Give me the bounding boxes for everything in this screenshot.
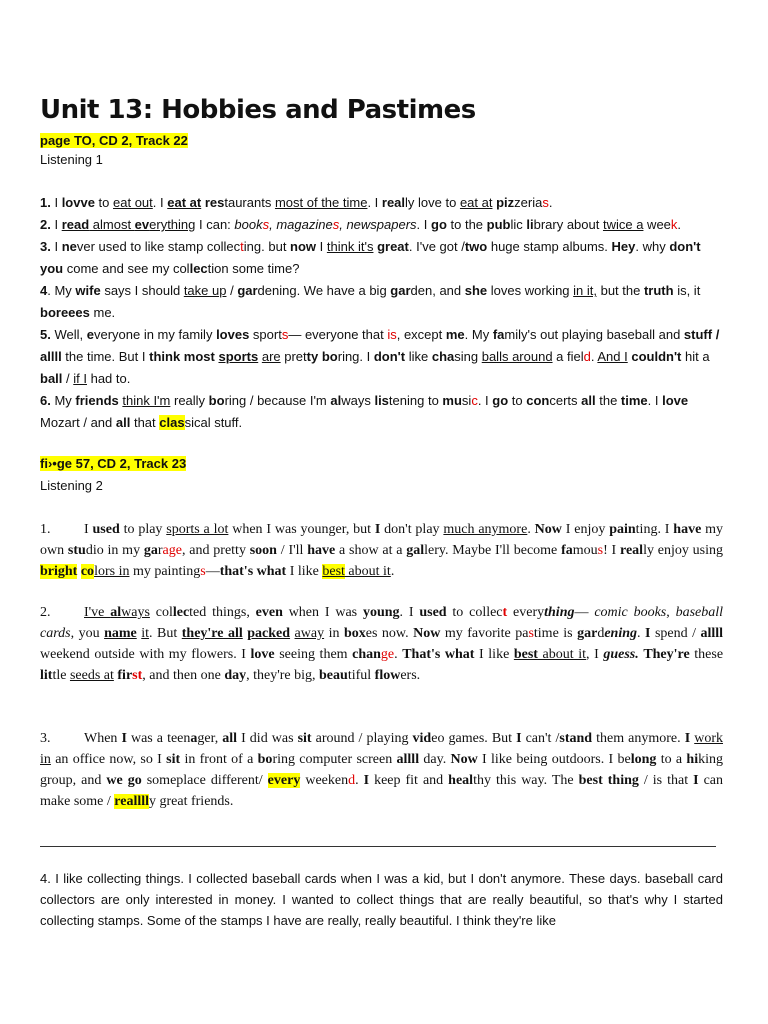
section2-label: Listening 2 (40, 478, 103, 493)
listening1-transcript: 1. I lovve to eat out. I eat at restaurants most of the time. I really love to eat at pizzerias. 2. I read almost everything I can: books, magazines, newspapers. I go to the public library about twice a week. 3. I never used to like stamp collecting. but now I think it's great. I've got /two huge stamp albums. Hey. why don't you come and see my collection some time? 4. My wife says I should take up / gardening. We have a big garden, and she loves working in it, but the truth is, it boreees me. 5. Well, everyone in my family loves sports— everyone that is, except me. My family's out playing baseball and stuff / allll the time. But I think most sports are pretty boring. I don't like chasing balls around a field. And I couldn't hit a ball / if I had to. 6. My friends think I'm really boring / because I'm always listening to music. I go to concerts all the time. I love Mozart / and all that classical stuff. (40, 195, 720, 430)
listening2-paragraph-2: 2. I've always collected things, even when I was young. I used to collect everything— comic books, baseball cards, you name it. But they're all packed away in boxes now. Now my favorite pastime is gardening. I spend / allll weekend outside with my flowers. I love seeing them change. That's what I like best about it, I guess. They're these little seeds at first, and then one day, they're big, beautiful flowers. (40, 605, 724, 683)
page-title: Unit 13: Hobbies and Pastimes (40, 95, 476, 125)
listening2-paragraph-3: 3. When I was a teenager, all I did was sit around / playing video games. But I can't /stand them anymore. I work in an office now, so I sit in front of a boring computer screen allll day. Now I like being outdoors. I belong to a hiking group, and we go someplace different/ every weekend. I keep fit and healthy this way. The best thing / is that I can make some / realllly great friends. (40, 731, 724, 809)
listening2-paragraph-1: 1. I used to play sports a lot when I was younger, but I don't play much anymore. Now I enjoy painting. I have my own studio in my garage, and pretty soon / I'll have a show at a gallery. Maybe I'll become famous! I really enjoy using bright colors in my paintings—that's what I like best about it. (40, 522, 724, 579)
section2-tag: fi›•ge 57, CD 2, Track 23 (40, 456, 187, 471)
listening2-paragraph-4: 4. I like collecting things. I collected baseball cards when I was a kid, but I don't anymore. These days. baseball card collectors are only interested in money. I wanted to collect things that are really beautiful, so that's why I started collecting stamps. Some of the stamps I have are really, really beautiful. I think they're like (40, 871, 723, 928)
section1-label: Listening 1 (40, 152, 103, 167)
section1-tag: page TO, CD 2, Track 22 (40, 133, 188, 148)
section-divider (40, 846, 716, 847)
